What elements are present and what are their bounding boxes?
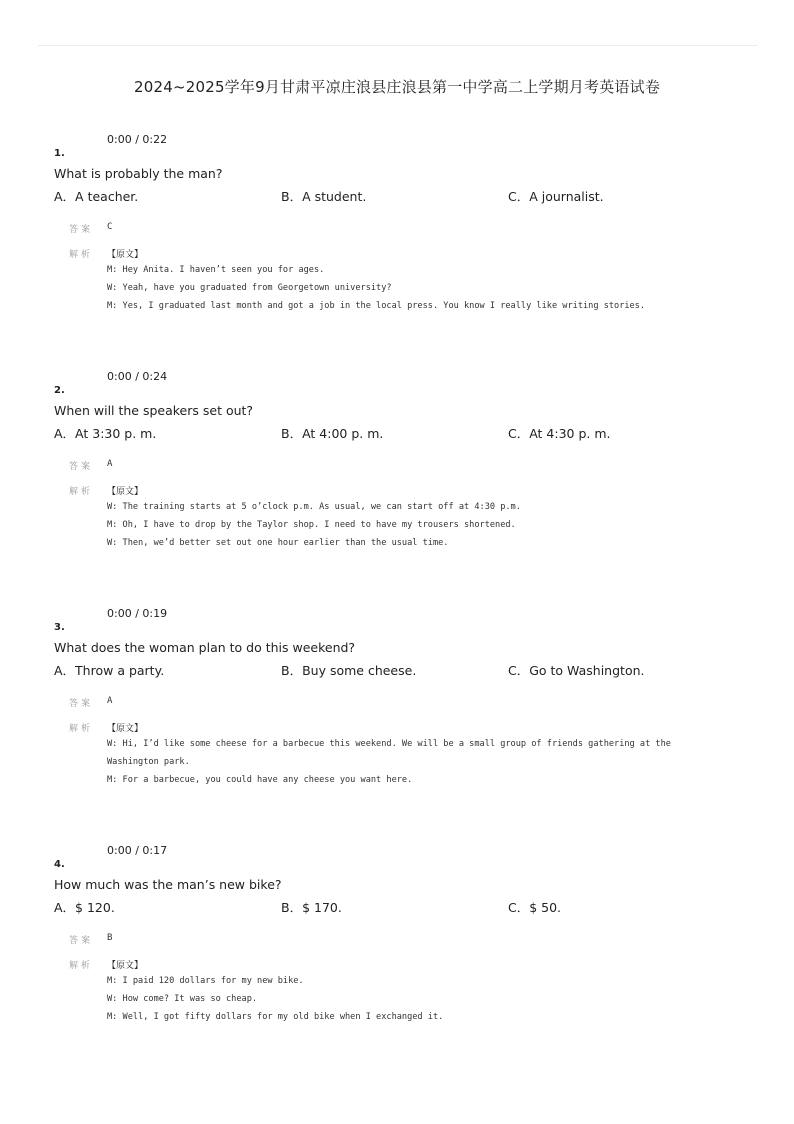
answer-label: 答案	[69, 225, 94, 235]
page-title: 2024~2025学年9月甘肃平凉庄浪县庄浪县第一中学高二上学期月考英语试卷	[133, 78, 661, 96]
question-block	[0, 607, 794, 827]
question-block	[0, 133, 794, 353]
answer-label: 答案	[69, 462, 94, 472]
option-a: A．At 3:30 p. m.	[54, 426, 157, 441]
option-c: C．$ 50.	[508, 900, 562, 915]
transcript-line: Washington park.	[107, 757, 190, 767]
transcript-tag: 【原文】	[107, 487, 144, 497]
option-b: B．At 4:00 p. m.	[281, 426, 384, 441]
header-divider	[38, 45, 758, 46]
transcript-line: W: Yeah, have you graduated from Georgetown university?	[107, 283, 392, 293]
transcript-line: M: I paid 120 dollars for my new bike.	[107, 976, 304, 986]
option-c: C．Go to Washington.	[508, 663, 645, 678]
option-c: C．At 4:30 p. m.	[508, 426, 611, 441]
option-b: B．$ 170.	[281, 900, 342, 915]
transcript-line: M: Oh, I have to drop by the Taylor shop. I need to have my trousers shortened.	[107, 520, 516, 530]
question-number: 3.	[54, 622, 65, 633]
transcript-line: M: Yes, I graduated last month and got a job in the local press. You know I really like writing stories.	[107, 301, 646, 311]
answer-value: A	[107, 459, 113, 469]
question-stem: When will the speakers set out?	[54, 403, 254, 418]
transcript-line: W: Then, we’d better set out one hour earlier than the usual time.	[107, 538, 449, 548]
question-block	[0, 370, 794, 590]
analysis-label: 解析	[69, 250, 94, 260]
audio-player-time[interactable]: 0:00 / 0:24	[107, 370, 168, 383]
audio-player-time[interactable]: 0:00 / 0:22	[107, 133, 168, 146]
answer-value: B	[107, 933, 113, 943]
option-a: A．Throw a party.	[54, 663, 165, 678]
transcript-tag: 【原文】	[107, 250, 144, 260]
transcript-line: M: Hey Anita. I haven’t seen you for ages.	[107, 265, 325, 275]
transcript-line: M: Well, I got fifty dollars for my old bike when I exchanged it.	[107, 1012, 444, 1022]
transcript-line: W: Hi, I’d like some cheese for a barbecue this weekend. We will be a small group of friends gathering at the	[107, 739, 671, 749]
answer-value: A	[107, 696, 113, 706]
transcript-line: W: How come? It was so cheap.	[107, 994, 258, 1004]
option-a: A．A teacher.	[54, 189, 139, 204]
option-b: B．Buy some cheese.	[281, 663, 417, 678]
option-a: A．$ 120.	[54, 900, 115, 915]
audio-player-time[interactable]: 0:00 / 0:17	[107, 844, 168, 857]
question-block	[0, 844, 794, 1064]
answer-value: C	[107, 222, 113, 232]
analysis-label: 解析	[69, 961, 94, 971]
analysis-label: 解析	[69, 487, 94, 497]
transcript-line: M: For a barbecue, you could have any cheese you want here.	[107, 775, 413, 785]
analysis-label: 解析	[69, 724, 94, 734]
question-stem: What is probably the man?	[54, 166, 223, 181]
option-b: B．A student.	[281, 189, 367, 204]
answer-label: 答案	[69, 699, 94, 709]
option-c: C．A journalist.	[508, 189, 604, 204]
transcript-line: W: The training starts at 5 o’clock p.m. As usual, we can start off at 4:30 p.m.	[107, 502, 521, 512]
audio-player-time[interactable]: 0:00 / 0:19	[107, 607, 168, 620]
transcript-tag: 【原文】	[107, 724, 144, 734]
question-stem: What does the woman plan to do this weekend?	[54, 640, 356, 655]
transcript-tag: 【原文】	[107, 961, 144, 971]
question-number: 1.	[54, 148, 65, 159]
answer-label: 答案	[69, 936, 94, 946]
question-number: 2.	[54, 385, 65, 396]
question-number: 4.	[54, 859, 65, 870]
question-stem: How much was the man’s new bike?	[54, 877, 282, 892]
